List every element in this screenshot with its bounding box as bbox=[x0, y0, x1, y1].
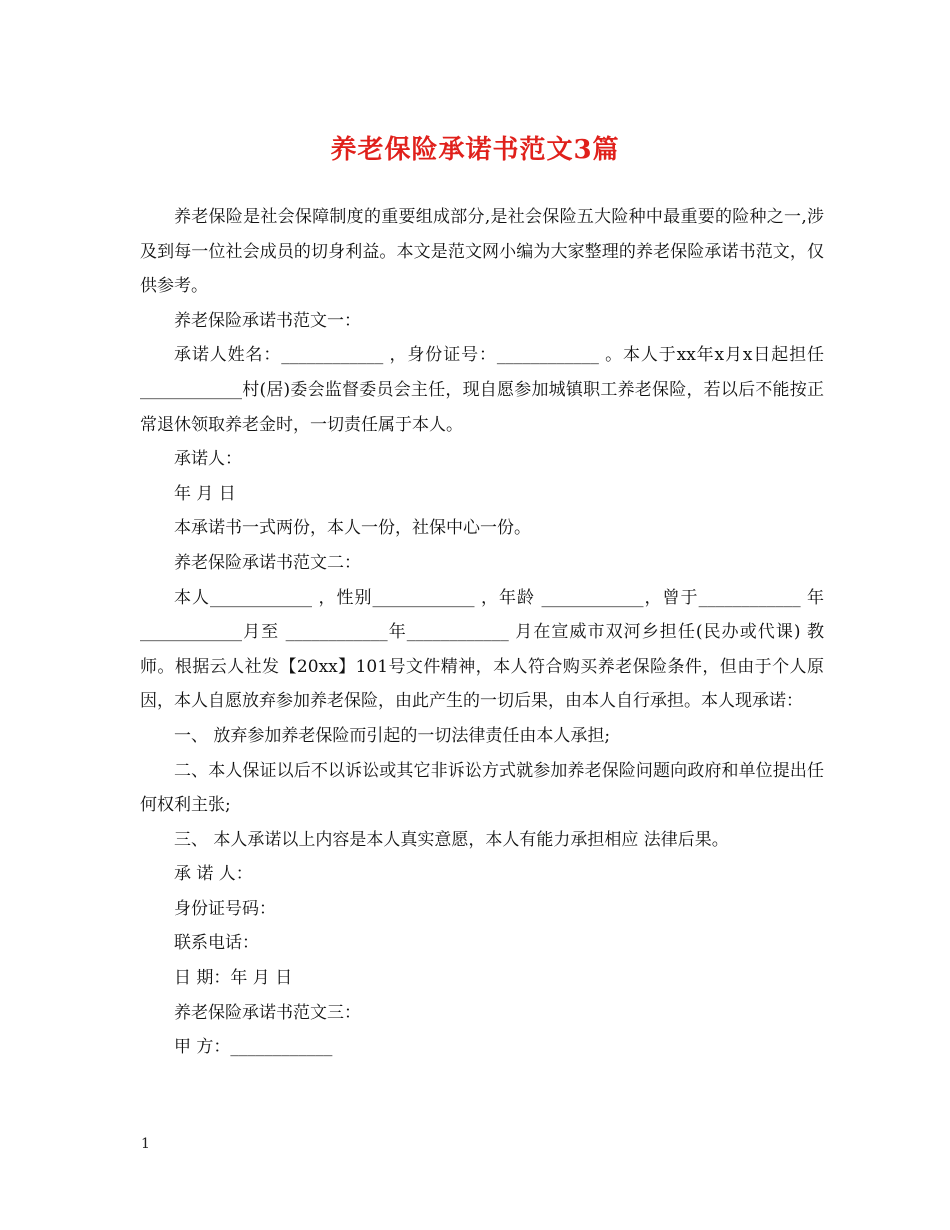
paragraph-heading-sample-1: 养老保险承诺书范文一： bbox=[174, 310, 361, 331]
paragraph-promisor-label: 承诺人： bbox=[174, 449, 242, 470]
paragraph-party-a: 甲 方：____________ bbox=[174, 1037, 333, 1058]
document-title: 养老保险承诺书范文3篇 bbox=[330, 135, 620, 165]
paragraph-sample-2-body: 本人____________ ，性别____________ ，年龄 ____________，曾于____________ 年 ____________月至 ____________年____________ 月在宣威市双河乡担任(民办或代课) 教师。根据云人社发【20xx】101号文件精神，本人符合购买养老保险条件，但由于个人原因，本人自愿放弃参加养老保险，由此产生的一切后果，由本人自行承担。本人现承诺： bbox=[140, 587, 824, 712]
paragraph-intro: 养老保险是社会保障制度的重要组成部分,是社会保险五大险种中最重要的险种之一,涉及到每一位社会成员的切身利益。本文是范文网小编为大家整理的养老保险承诺书范文，仅供参考。 bbox=[140, 207, 824, 297]
paragraph-heading-sample-2: 养老保险承诺书范文二： bbox=[174, 552, 361, 573]
paragraph-signature-id: 身份证号码： bbox=[174, 898, 276, 919]
paragraph-copies-note: 本承诺书一式两份，本人一份，社保中心一份。 bbox=[174, 518, 531, 539]
document-body bbox=[140, 200, 824, 1065]
paragraph-item-2: 二、本人保证以后不以诉讼或其它非诉讼方式就参加养老保险问题向政府和单位提出任何权利主张; bbox=[140, 760, 824, 816]
paragraph-item-1: 一、 放弃参加养老保险而引起的一切法律责任由本人承担; bbox=[174, 725, 611, 746]
paragraph-heading-sample-3: 养老保险承诺书范文三： bbox=[174, 1002, 361, 1023]
paragraph-signature-date: 日 期：年 月 日 bbox=[174, 968, 293, 989]
paragraph-item-3: 三、 本人承诺以上内容是本人真实意愿，本人有能力承担相应 法律后果。 bbox=[174, 829, 729, 850]
paragraph-sample-1-body: 承诺人姓名：____________ ，身份证号：____________ 。本人于xx年x月x日起担任 ____________村(居)委会监督委员会主任，现自愿参加城镇职工养老保险，若以后不能按正常退休领取养老金时，一切责任属于本人。 bbox=[140, 345, 824, 435]
paragraph-signature-phone: 联系电话： bbox=[174, 933, 259, 954]
paragraph-date-line: 年 月 日 bbox=[174, 483, 236, 504]
page-number: 1 bbox=[141, 1136, 150, 1152]
paragraph-signature-promisor: 承 诺 人： bbox=[174, 864, 253, 885]
